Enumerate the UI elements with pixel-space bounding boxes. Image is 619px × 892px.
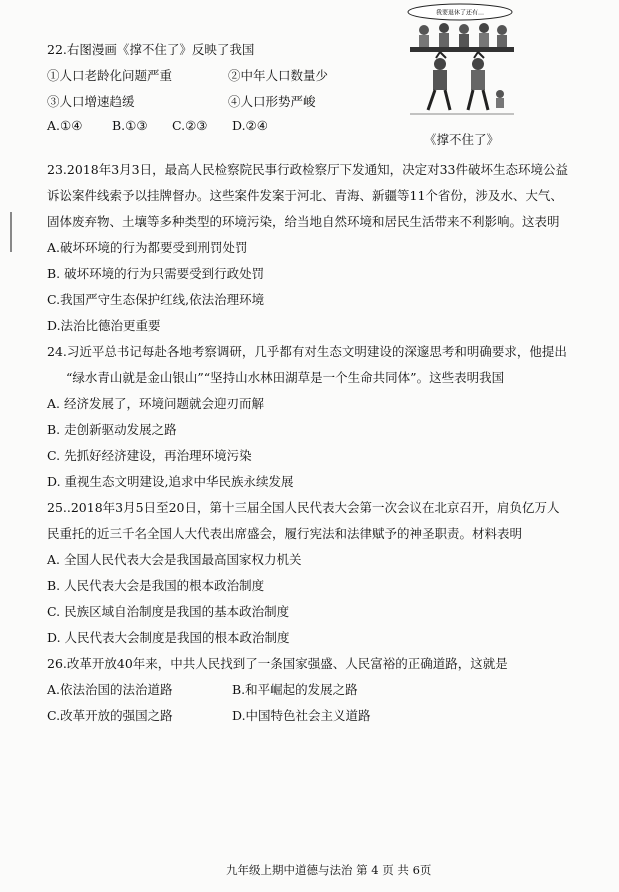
page-footer: 九年级上期中道德与法治 第 4 页 共 6页 (226, 863, 432, 877)
q23-option-a: A.破坏环境的行为都要受到刑罚处罚 (47, 240, 248, 255)
q24-line-2: “绿水青山就是金山银山”“坚持山水林田湖草是一个生命共同体”。这些表明我国 (66, 370, 505, 385)
q26-line-1: 26.改革开放40年来，中共人民找到了一条国家强盛、人民富裕的正确道路，这就是 (47, 656, 508, 671)
q25-line-2: 民重托的近三千名全国人大代表出席盛会，履行宪法和法律赋予的神圣职责。材料表明 (47, 526, 523, 541)
cartoon-caption: 《撑不住了》 (424, 132, 500, 147)
q22-stem: 22.右图漫画《撑不住了》反映了我国 (47, 42, 255, 57)
q23-option-c: C.我国严守生态保护红线,依法治理环境 (47, 292, 265, 307)
cartoon-drawing (402, 2, 518, 122)
q23-line-1: 23.2018年3月3日，最高人民检察院民事行政检察厅下发通知，决定对33件破坏生态环境公益 (47, 162, 569, 177)
q22-choice-d: D.②④ (232, 118, 268, 133)
q24-option-c: C. 先抓好经济建设，再治理环境污染 (47, 448, 252, 463)
q22-option-3: ③人口增速趋缓 (47, 94, 135, 109)
cartoon-bubble-text: 我要退休了还有… (435, 9, 485, 17)
q24-line-1: 24.习近平总书记每赴各地考察调研，几乎都有对生态文明建设的深邃思考和明确要求，他提出 (47, 344, 567, 359)
q25-option-a: A. 全国人民代表大会是我国最高国家权力机关 (47, 552, 302, 567)
q23-line-3: 固体废弃物、土壤等多种类型的环境污染，给当地自然环境和居民生活带来不利影响。这表明 (47, 214, 560, 229)
q22-choice-c: C.②③ (172, 118, 208, 133)
q22-choice-b: B.①③ (112, 118, 148, 133)
q25-option-d: D. 人民代表大会制度是我国的根本政治制度 (47, 630, 290, 645)
q25-option-c: C. 民族区域自治制度是我国的基本政治制度 (47, 604, 290, 619)
q24-option-b: B. 走创新驱动发展之路 (47, 422, 177, 437)
q22-option-2: ②中年人口数量少 (228, 68, 329, 83)
q22-choice-a: A.①④ (47, 118, 83, 133)
q23-option-b: B. 破坏环境的行为只需要受到行政处罚 (47, 266, 265, 281)
q23-option-d: D.法治比德治更重要 (47, 318, 161, 333)
q26-option-b: B.和平崛起的发展之路 (232, 682, 358, 697)
q25-option-b: B. 人民代表大会是我国的根本政治制度 (47, 578, 265, 593)
q26-option-a: A.依法治国的法治道路 (47, 682, 173, 697)
margin-mark (10, 212, 12, 252)
q24-option-d: D. 重视生态文明建设,追求中华民族永续发展 (47, 474, 294, 489)
q26-option-d: D.中国特色社会主义道路 (232, 708, 371, 723)
q26-option-c: C.改革开放的强国之路 (47, 708, 173, 723)
q22-option-1: ①人口老龄化问题严重 (47, 68, 173, 83)
q23-line-2: 诉讼案件线索予以挂牌督办。这些案件发案于河北、青海、新疆等11个省份，涉及水、大气、 (47, 188, 563, 203)
cartoon-illustration (402, 2, 518, 122)
q25-line-1: 25..2018年3月5日至20日，第十三届全国人民代表大会第一次会议在北京召开，肩负亿万人 (47, 500, 560, 515)
q22-option-4: ④人口形势严峻 (228, 94, 316, 109)
q24-option-a: A. 经济发展了，环境问题就会迎刃而解 (47, 396, 264, 411)
